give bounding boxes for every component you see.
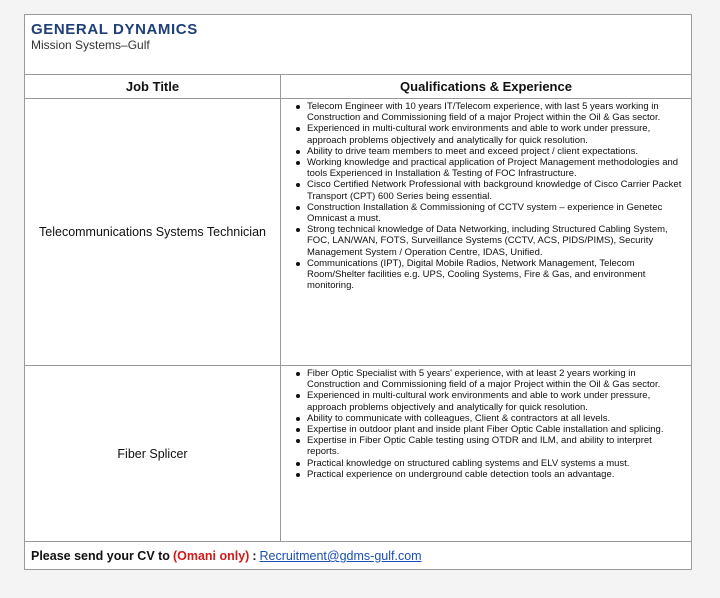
qualifications-cell xyxy=(281,99,691,365)
list-item: Fiber Optic Specialist with 5 years' experience, with at least 2 years working in Construction and Commissioning field of a major Project within the Oil & Gas sector. xyxy=(295,368,685,390)
list-item: Ability to drive team members to meet and exceed project / client expectations. xyxy=(295,146,685,157)
table-row xyxy=(25,99,691,366)
qualifications-header: Qualifications & Experience xyxy=(400,78,572,94)
list-item: Strong technical knowledge of Data Networking, including Structured Cabling System, FOC, LAN/WAN, FOTS, Surveillance Systems (CCTV, ACS, PIDS/PIMS), Security Management System / Operation Centre, IDAS, Unified. xyxy=(295,224,685,258)
job-title-header: Job Title xyxy=(25,75,281,98)
job-posting-sheet xyxy=(24,14,692,570)
list-item: Practical experience on underground cable detection tools an advantage. xyxy=(295,469,685,480)
list-item: Experienced in multi-cultural work environments and able to work under pressure, approach problems objectively and analytically for quick resolution. xyxy=(295,123,685,145)
nationality-restriction: (Omani only) xyxy=(172,549,250,563)
company-subtitle: Mission Systems–Gulf xyxy=(31,38,150,52)
table-header-row xyxy=(25,75,691,99)
list-item: Experienced in multi-cultural work environments and able to work under pressure, approach problems objectively and analytically for quick resolution. xyxy=(295,390,685,412)
qualifications-cell xyxy=(281,366,691,541)
list-item: Practical knowledge on structured cabling systems and ELV systems a must. xyxy=(295,458,685,469)
footer-separator: : xyxy=(252,549,257,563)
job-title-cell: Telecommunications Systems Technician xyxy=(25,99,281,365)
table-row xyxy=(25,366,691,542)
list-item: Cisco Certified Network Professional with background knowledge of Cisco Carrier Packet Transport (CPT) 600 Series being essential. xyxy=(295,179,685,201)
recruitment-email-link[interactable]: Recruitment@gdms-gulf.com xyxy=(259,549,422,563)
list-item: Expertise in Fiber Optic Cable testing using OTDR and ILM, and ability to interpret reports. xyxy=(295,435,685,457)
job-title-cell: Fiber Splicer xyxy=(25,366,281,541)
company-logo: GENERAL DYNAMICS xyxy=(31,21,198,38)
list-item: Communications (IPT), Digital Mobile Radios, Network Management, Telecom Room/Shelter facilities e.g. UPS, Cooling Systems, Fire & Gas, and environment monitoring. xyxy=(295,258,685,292)
qualifications-list xyxy=(281,99,691,291)
list-item: Expertise in outdoor plant and inside plant Fiber Optic Cable installation and splicing. xyxy=(295,424,685,435)
apply-lead-text: Please send your CV to xyxy=(31,549,170,563)
apply-footer xyxy=(25,543,691,569)
list-item: Construction Installation & Commissioning of CCTV system – experience in Genetec Omnicast a must. xyxy=(295,202,685,224)
list-item: Telecom Engineer with 10 years IT/Telecom experience, with last 5 years working in Construction and Commissioning field of a major Project within the Oil & Gas sector. xyxy=(295,101,685,123)
letterhead xyxy=(25,15,691,75)
list-item: Working knowledge and practical application of Project Management methodologies and tools Experienced in Installation & Testing of FOC Infrastructure. xyxy=(295,157,685,179)
jobs-table xyxy=(25,75,691,542)
qualifications-list xyxy=(281,366,691,480)
list-item: Ability to communicate with colleagues, Client & contractors at all levels. xyxy=(295,413,685,424)
